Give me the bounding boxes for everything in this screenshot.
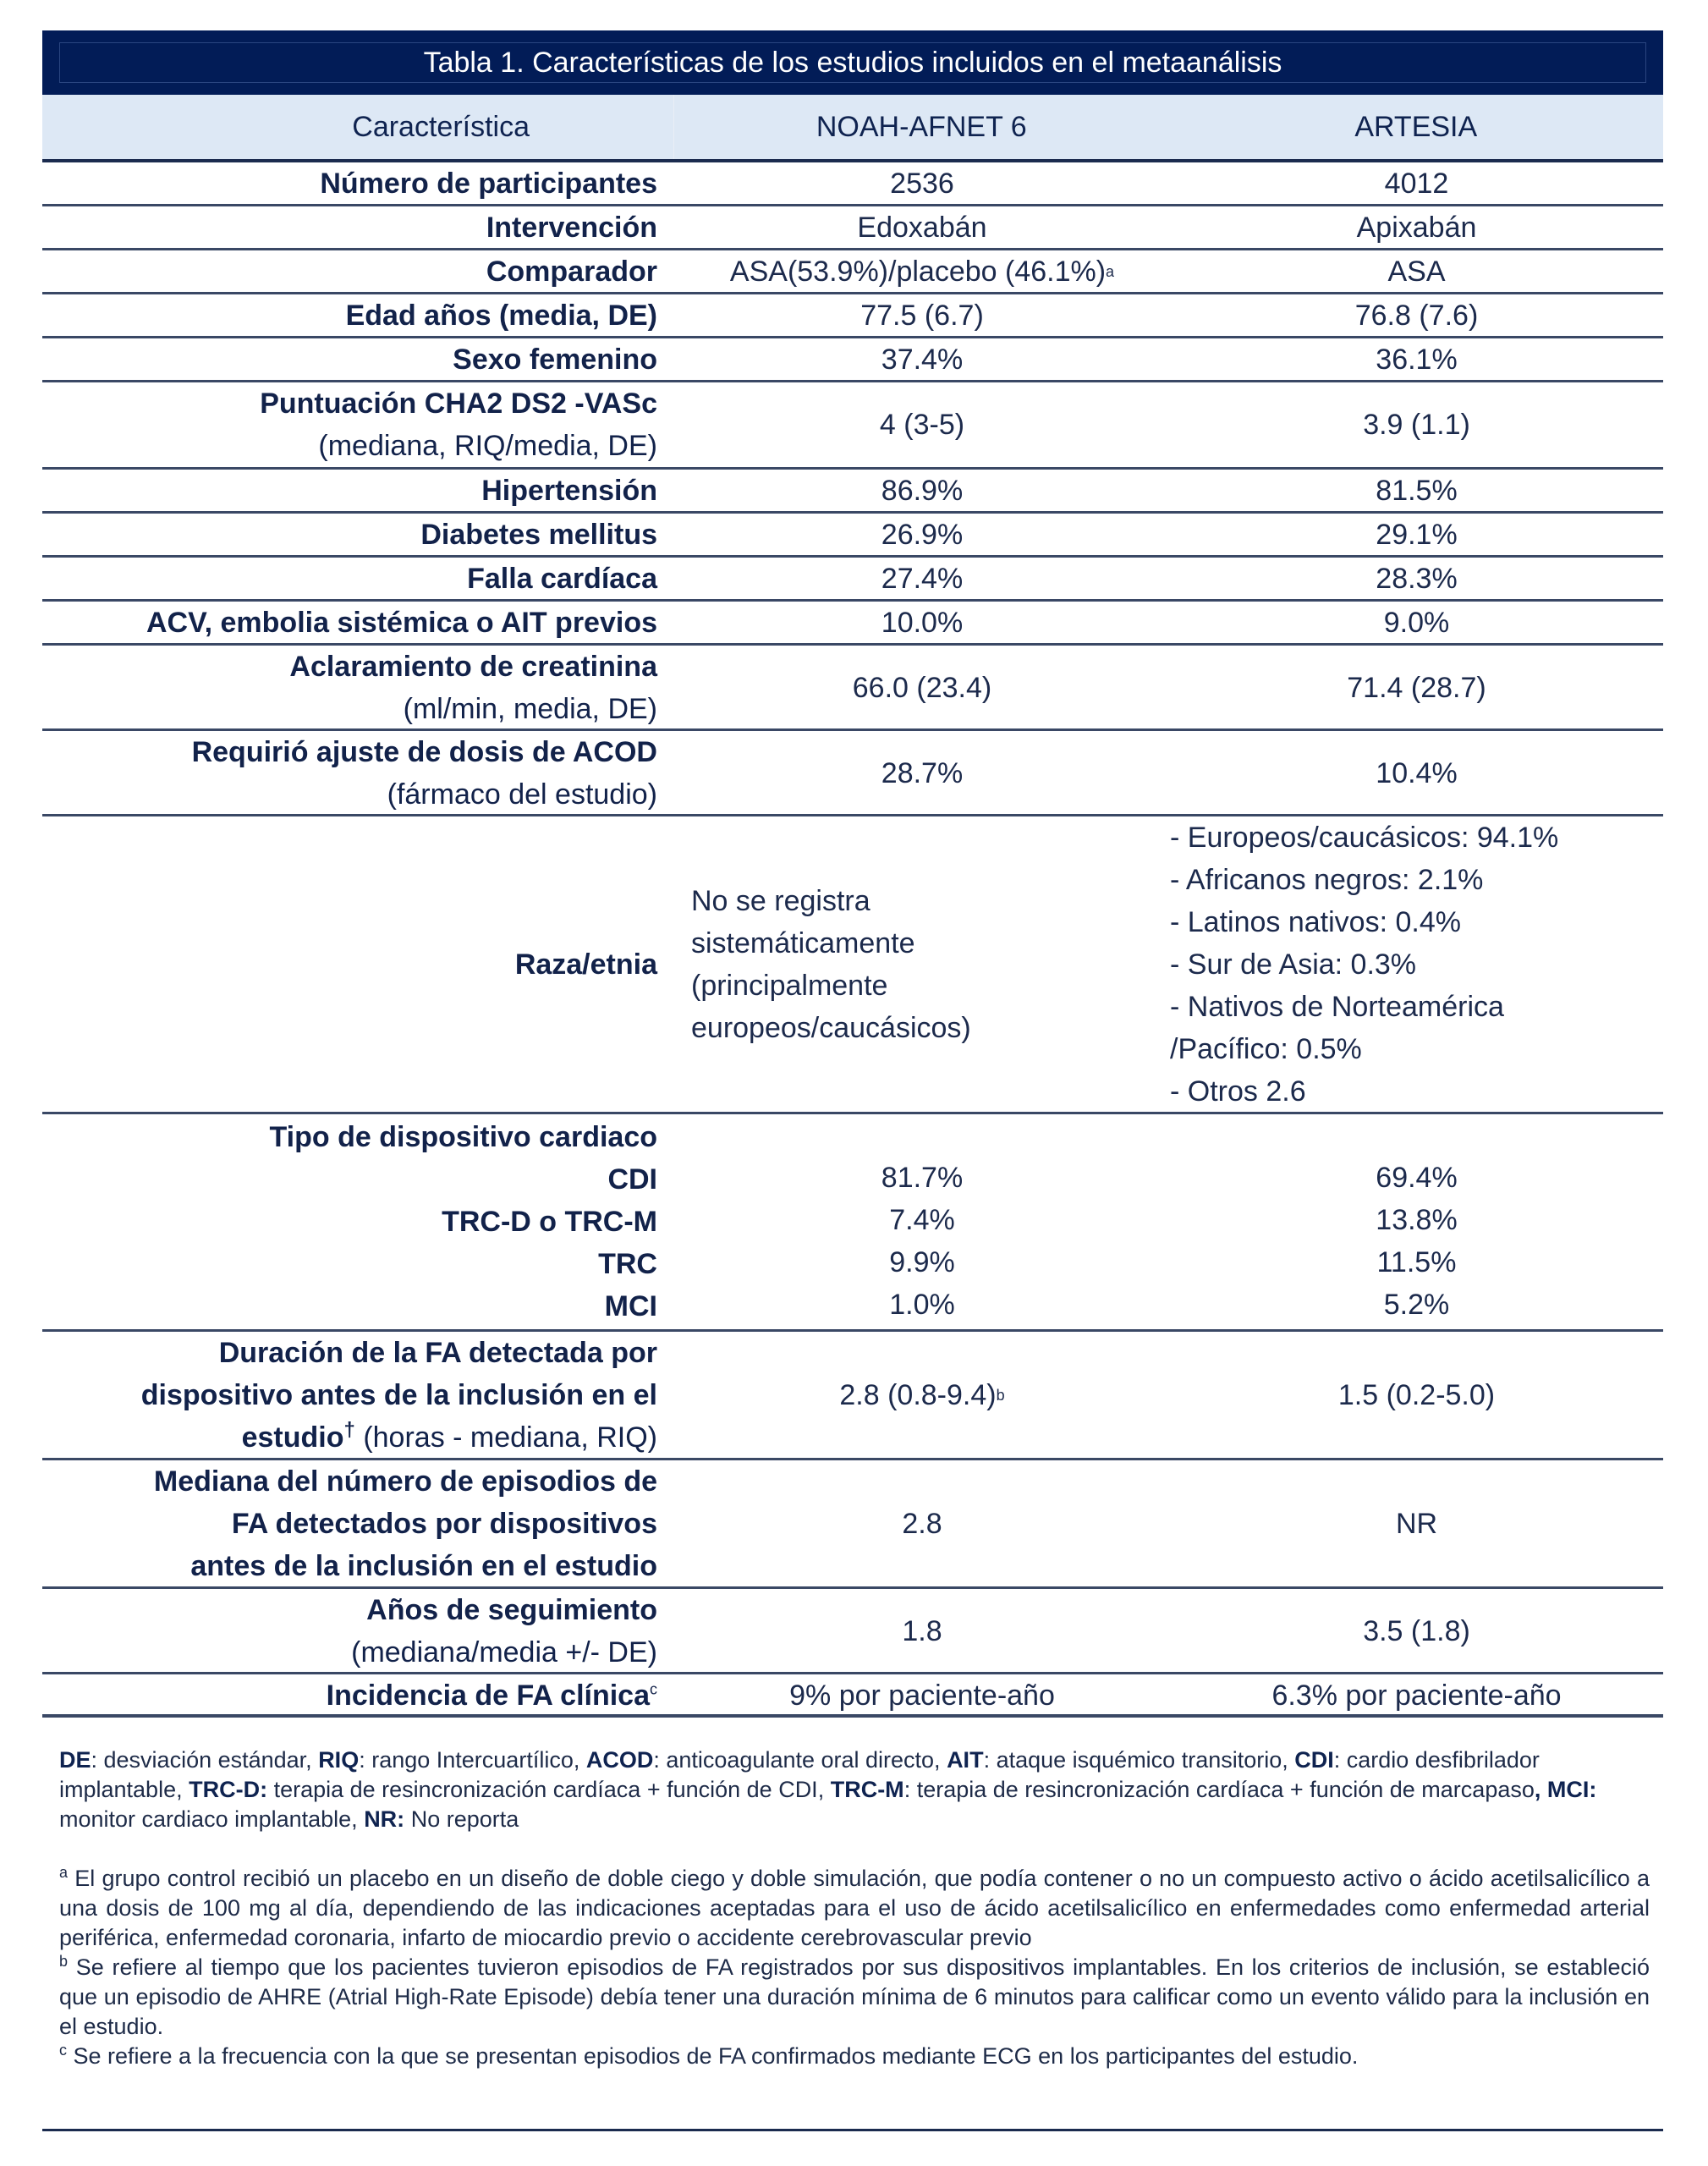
- abbr-def: terapia de resincronización cardíaca + función de CDI,: [267, 1777, 831, 1802]
- abbr-def: No reporta: [404, 1806, 519, 1832]
- artesia-value: 81.5%: [1376, 474, 1458, 507]
- dagger-mark: †: [343, 1418, 355, 1442]
- table-row: [42, 1332, 1663, 1460]
- column-header-noah: NOAH-AFNET 6: [816, 110, 1027, 143]
- artesia-value: ASA: [1387, 255, 1446, 288]
- abbr-def: : ataque isquémico transitorio,: [983, 1747, 1295, 1773]
- row-label-sub: (mediana, RIQ/media, DE): [318, 430, 657, 462]
- artesia-value: 71.4 (28.7): [1347, 671, 1486, 704]
- artesia-value: 28.3%: [1376, 562, 1458, 595]
- table-row: [42, 558, 1663, 602]
- table-row: [42, 1589, 1663, 1674]
- noah-value: 9% por paciente-año: [789, 1679, 1055, 1712]
- noah-value: ASA(53.9%)/placebo (46.1%) a: [729, 255, 1115, 288]
- row-label-sub: (horas - mediana, RIQ): [354, 1421, 657, 1454]
- row-label: [42, 1332, 674, 1459]
- row-label-word: estudio: [241, 1421, 344, 1454]
- table-row: [42, 382, 1663, 470]
- artesia-value: 5.2%: [1383, 1289, 1450, 1321]
- row-label-main: Puntuación CHA2 DS2 -VASc: [260, 388, 657, 420]
- race-line: (principalmente: [691, 970, 888, 1002]
- table-row: [42, 338, 1663, 382]
- table-row: [42, 470, 1663, 514]
- footnote-a: [59, 1864, 1650, 1953]
- row-label: [42, 1460, 674, 1587]
- abbreviations-note: [59, 1745, 1650, 1834]
- footnote-c: [59, 2042, 1650, 2071]
- race-line: europeos/caucásicos): [691, 1012, 971, 1044]
- race-line: - Europeos/caucásicos: 94.1%: [1170, 822, 1559, 854]
- row-label: Número de participantes: [320, 168, 657, 200]
- row-label-main: Años de seguimiento: [366, 1594, 657, 1626]
- abbr-term: CDI: [1294, 1747, 1334, 1773]
- noah-value: 86.9%: [881, 474, 964, 507]
- footnote-text: Se refiere a la frecuencia con la que se presentan episodios de FA confirmados mediante ECG en los participantes del estudio.: [67, 2043, 1359, 2069]
- row-label-sub: (fármaco del estudio): [387, 778, 657, 811]
- table-row-race: [42, 816, 1663, 1114]
- abbr-term: RIQ: [318, 1747, 360, 1773]
- artesia-value: NR: [1395, 1507, 1438, 1540]
- table-row: [42, 250, 1663, 294]
- abbr-def: : desviación estándar,: [91, 1747, 319, 1773]
- artesia-value: 9.0%: [1383, 606, 1450, 639]
- row-label-line: dispositivo antes de la inclusión en el: [140, 1379, 657, 1411]
- characteristics-table: [42, 30, 1663, 1718]
- device-item-label: TRC-D o TRC-M: [442, 1206, 657, 1238]
- row-label-line: Mediana del número de episodios de: [153, 1465, 657, 1498]
- noah-value: 1.0%: [889, 1289, 955, 1321]
- artesia-value: 11.5%: [1376, 1246, 1457, 1278]
- noah-duration-text: 2.8 (0.8-9.4): [839, 1378, 997, 1411]
- abbr-term: , MCI:: [1534, 1777, 1597, 1802]
- noah-value: 4 (3-5): [879, 408, 965, 441]
- artesia-value: 4012: [1384, 167, 1449, 200]
- table-row: [42, 206, 1663, 250]
- table-row: [42, 1674, 1663, 1718]
- noah-device-values: [674, 1114, 1170, 1329]
- column-header-artesia: ARTESIA: [1354, 110, 1478, 143]
- abbr-def: monitor cardiaco implantable,: [59, 1806, 365, 1832]
- race-line: - Latinos nativos: 0.4%: [1170, 906, 1461, 938]
- abbr-term: ACOD: [585, 1747, 654, 1773]
- row-label-line: antes de la inclusión en el estudio: [190, 1550, 657, 1582]
- artesia-value: 3.5 (1.8): [1363, 1614, 1470, 1647]
- table-row: [42, 731, 1663, 816]
- footnotes: [59, 1864, 1650, 2071]
- noah-value: 26.9%: [881, 518, 964, 551]
- footnote-mark: c: [59, 2042, 67, 2059]
- noah-value: 2.8 (0.8-9.4) b: [839, 1378, 1005, 1411]
- table-row: [42, 514, 1663, 558]
- row-label: Falla cardíaca: [467, 563, 657, 595]
- table-row-device: [42, 1114, 1663, 1332]
- footnote-text: Se refiere al tiempo que los pacientes tuvieron episodios de FA registrados por sus dispositivos implantables. En los criterios de inclusión, se estableció que un episodio de AHRE (Atrial High-Rate Episode) debía tener una duración mínima de 6 minutos para calificar como un evento válido para la inclusión en el estudio.: [59, 1954, 1650, 2039]
- table-title: Tabla 1. Características de los estudios incluidos en el metaanálisis: [423, 46, 1282, 79]
- noah-comparator-text: ASA(53.9%)/placebo (46.1%): [729, 255, 1107, 288]
- artesia-value: 13.8%: [1376, 1204, 1458, 1236]
- bottom-divider: [42, 2129, 1663, 2131]
- table-title-bar: [42, 30, 1663, 95]
- row-label: Edad años (media, DE): [345, 300, 657, 332]
- artesia-race-lines: [1170, 816, 1558, 1113]
- noah-value: 37.4%: [881, 343, 964, 376]
- footnote-mark: b: [59, 1953, 69, 1970]
- abbr-term: AIT: [947, 1747, 984, 1773]
- race-line: sistemáticamente: [691, 927, 915, 959]
- artesia-value: 69.4%: [1376, 1162, 1458, 1194]
- row-label-main: Aclaramiento de creatinina: [289, 651, 657, 683]
- row-label: Raza/etnia: [514, 948, 657, 981]
- row-label: [42, 1589, 674, 1674]
- artesia-device-values: [1170, 1114, 1663, 1329]
- abbr-term: TRC-M: [830, 1777, 904, 1802]
- column-header-row: [42, 95, 1663, 162]
- abbr-def: : anticoagulante oral directo,: [653, 1747, 947, 1773]
- row-label: ACV, embolia sistémica o AIT previos: [146, 607, 657, 639]
- abbr-term: DE: [59, 1747, 91, 1773]
- noah-race-lines: [691, 880, 971, 1049]
- noah-value: 28.7%: [881, 756, 964, 789]
- footnote-text: El grupo control recibió un placebo en un diseño de doble ciego y doble simulación, que podía contener o no un compuesto activo o ácido acetilsalicílico a una dosis de 100 mg al día, dependiendo de las indicaciones aceptadas para el uso de ácido acetilsalicílico en enfermedades como enfermedad arterial periférica, enfermedad coronaria, infarto de miocardio previo o accidente cerebrovascular previo: [59, 1866, 1650, 1950]
- row-label-sub: (ml/min, media, DE): [403, 693, 657, 725]
- row-label: [42, 1114, 674, 1329]
- noah-value: 27.4%: [881, 562, 964, 595]
- table-row: [42, 1460, 1663, 1589]
- footnote-mark: a: [59, 1864, 69, 1881]
- abbr-def: : rango Intercuartílico,: [359, 1747, 586, 1773]
- artesia-value: 3.9 (1.1): [1363, 408, 1470, 441]
- artesia-value: 6.3% por paciente-año: [1271, 1679, 1562, 1712]
- row-label-line: Duración de la FA detectada por: [218, 1337, 657, 1369]
- row-label: Sexo femenino: [453, 344, 657, 376]
- row-label: Diabetes mellitus: [420, 519, 657, 551]
- abbr-term: NR:: [364, 1806, 405, 1832]
- device-item-label: TRC: [598, 1248, 657, 1280]
- row-label: [42, 1674, 674, 1717]
- noah-value: 1.8: [902, 1614, 942, 1647]
- abbr-term: TRC-D:: [189, 1777, 268, 1802]
- device-item-label: MCI: [604, 1290, 657, 1322]
- noah-value: 2.8: [902, 1507, 942, 1540]
- device-item-label: CDI: [607, 1163, 657, 1196]
- footnote-b: [59, 1953, 1650, 2042]
- noah-value: 2536: [890, 167, 954, 200]
- race-line: - Africanos negros: 2.1%: [1170, 864, 1484, 896]
- abbr-def: : cardio desfibrilador implantable,: [59, 1747, 1540, 1802]
- row-label-main: Requirió ajuste de dosis de ACOD: [191, 736, 657, 768]
- footnote-ref-c: c: [650, 1680, 657, 1698]
- artesia-value: 1.5 (0.2-5.0): [1337, 1378, 1496, 1411]
- noah-value: Edoxabán: [857, 211, 987, 244]
- artesia-value: 10.4%: [1376, 756, 1458, 789]
- race-line: - Otros 2.6: [1170, 1075, 1306, 1108]
- row-label-main: Incidencia de FA clínica: [326, 1679, 650, 1712]
- noah-value: 9.9%: [889, 1246, 955, 1278]
- noah-value: 81.7%: [881, 1162, 964, 1194]
- artesia-value: 29.1%: [1376, 518, 1458, 551]
- noah-value: 7.4%: [889, 1204, 955, 1236]
- row-label: [42, 731, 674, 816]
- table-row: [42, 646, 1663, 731]
- noah-value: [674, 816, 1170, 1113]
- row-label-main: Tipo de dispositivo cardiaco: [269, 1121, 657, 1153]
- table-row: [42, 162, 1663, 206]
- abbr-def: : terapia de resincronización cardíaca + función de marcapaso: [903, 1777, 1535, 1802]
- artesia-value: 76.8 (7.6): [1354, 299, 1479, 332]
- row-label: [42, 382, 674, 467]
- artesia-value: Apixabán: [1356, 211, 1477, 244]
- noah-value: 77.5 (6.7): [860, 299, 984, 332]
- race-line: /Pacífico: 0.5%: [1170, 1033, 1362, 1065]
- row-label-sub: (mediana/media +/- DE): [351, 1636, 657, 1668]
- column-header-characteristic: Característica: [42, 95, 674, 159]
- race-line: - Sur de Asia: 0.3%: [1170, 948, 1417, 981]
- race-line: No se registra: [691, 885, 870, 917]
- row-label: Hipertensión: [481, 475, 657, 507]
- artesia-value: 36.1%: [1376, 343, 1458, 376]
- row-label-line: [42, 1416, 657, 1459]
- artesia-value: [1170, 816, 1663, 1113]
- row-label: Intervención: [486, 212, 657, 244]
- row-label: Comparador: [486, 256, 657, 288]
- row-label-line: FA detectados por dispositivos: [231, 1508, 657, 1540]
- noah-value: 66.0 (23.4): [852, 671, 992, 704]
- noah-value: 10.0%: [881, 606, 964, 639]
- row-label: [42, 646, 674, 730]
- table-row: [42, 294, 1663, 338]
- table-row: [42, 602, 1663, 646]
- race-line: - Nativos de Norteamérica: [1170, 991, 1504, 1023]
